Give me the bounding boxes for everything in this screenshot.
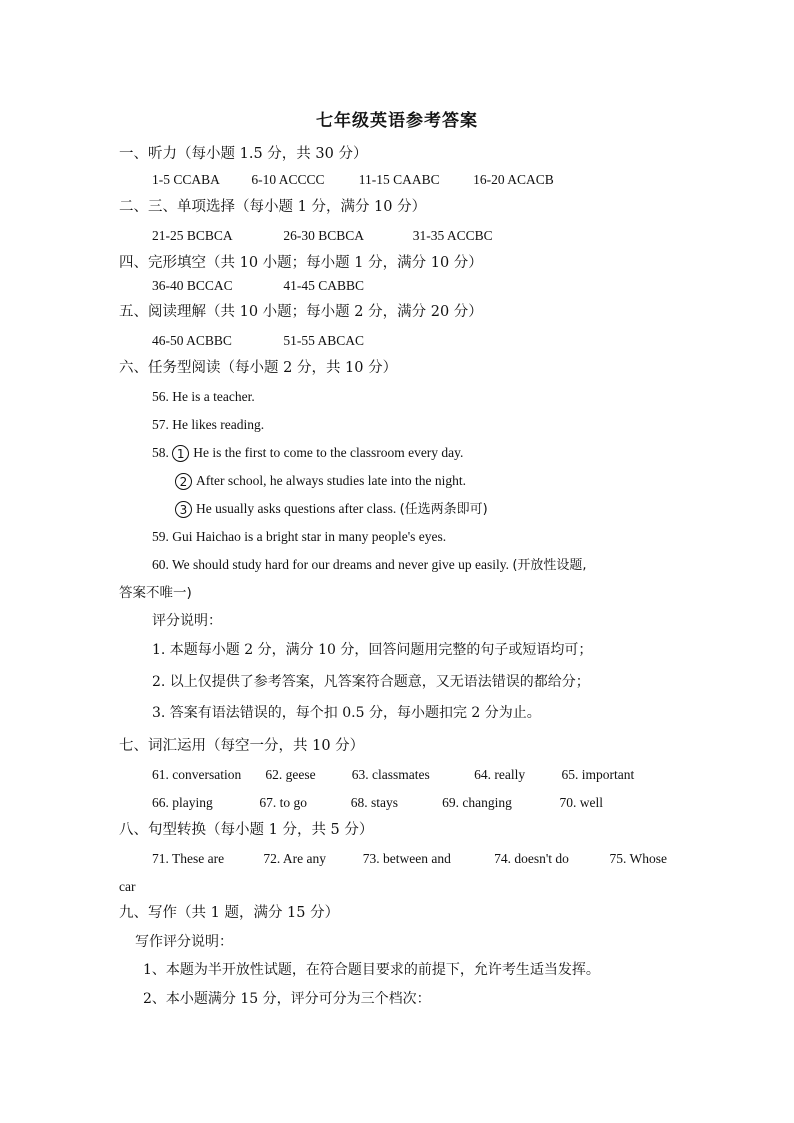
answer-58-1 [152, 444, 463, 462]
answer-60-note-continued: 答案不唯一) [119, 585, 192, 601]
answer-group: 11-15 CAABC [358, 172, 440, 187]
sentence-transformation-wrap: car [119, 879, 136, 894]
answer-58-3 [175, 500, 488, 519]
answer-60-text: 60. We should study hard for our dreams and never give up easily. [152, 557, 509, 572]
answer-group: 31-35 ACCBC [412, 228, 493, 243]
circled-number-2: 2 [175, 473, 192, 490]
answer-58-note: (任选两条即可) [399, 502, 488, 517]
answer-group: 16-20 ACACB [473, 172, 554, 187]
answer-59: 59. Gui Haichao is a bright star in many people's eyes. [152, 529, 447, 544]
page-title: 七年级英语参考答案 [316, 111, 478, 131]
answer-item: 67. to go [259, 795, 308, 810]
answer-item: 71. These are [152, 851, 225, 866]
answer-item: 68. stays [350, 795, 398, 810]
choice-answers [152, 227, 493, 245]
answer-item: 74. doesn't do [494, 851, 569, 866]
section-choice-heading: 二、三、单项选择（每小题 1 分，满分 10 分） [119, 199, 427, 215]
answer-56: 56. He is a teacher. [152, 389, 255, 404]
answer-group: 41-45 CABBC [283, 278, 365, 293]
answer-58-option-1: He is the first to come to the classroom every day. [193, 445, 464, 460]
writing-rule-2: 2、本小题满分 15 分，评分可分为三个档次： [143, 991, 431, 1007]
answer-item: 62. geese [265, 767, 316, 782]
writing-rule-1: 1、本题为半开放性试题，在符合题目要求的前提下，允许考生适当发挥。 [143, 962, 600, 978]
section-vocabulary-heading: 七、词汇运用（每空一分，共 10 分） [119, 738, 365, 754]
circled-number-3: 3 [175, 501, 192, 518]
circled-number-1: 1 [172, 445, 189, 462]
answer-group: 36-40 BCCAC [152, 278, 233, 293]
answer-item: 65. important [561, 767, 635, 782]
sentence-transformation-answers [152, 850, 667, 868]
answer-60 [152, 556, 587, 575]
section-cloze-heading: 四、完形填空（共 10 小题；每小题 1 分，满分 10 分） [119, 255, 483, 271]
answer-item: 66. playing [152, 795, 213, 810]
answer-58-option-3: He usually asks questions after class. [196, 501, 397, 516]
answer-item: 63. classmates [351, 767, 430, 782]
vocabulary-row-2 [152, 794, 603, 812]
answer-58-option-2: After school, he always studies late into the night. [196, 473, 466, 488]
scoring-rule-3: 3. 答案有语法错误的，每个扣 0.5 分，每小题扣完 2 分为止。 [152, 705, 541, 721]
answer-item: 70. well [559, 795, 603, 810]
section-reading-heading: 五、阅读理解（共 10 小题；每小题 2 分，满分 20 分） [119, 304, 483, 320]
answer-item: 64. really [474, 767, 526, 782]
vocabulary-row-1 [152, 766, 634, 784]
section-task-reading-heading: 六、任务型阅读（每小题 2 分，共 10 分） [119, 360, 398, 376]
answer-58-2 [175, 472, 466, 490]
listening-answers [152, 171, 554, 189]
cloze-answers [152, 277, 364, 295]
answer-item: 69. changing [442, 795, 512, 810]
section-sentence-transformation-heading: 八、句型转换（每小题 1 分，共 5 分） [119, 822, 374, 838]
answer-item: 61. conversation [152, 767, 242, 782]
scoring-rule-2: 2. 以上仅提供了参考答案，凡答案符合题意，又无语法错误的都给分； [152, 674, 590, 690]
scoring-rule-1: 1. 本题每小题 2 分，满分 10 分，回答问题用完整的句子或短语均可； [152, 642, 593, 658]
answer-group: 26-30 BCBCA [283, 228, 365, 243]
answer-group: 1-5 CCABA [152, 172, 220, 187]
answer-item: 73. between and [362, 851, 451, 866]
answer-58-number: 58. [152, 445, 169, 460]
scoring-title: 评分说明： [152, 613, 222, 629]
answer-item: 72. Are any [263, 851, 326, 866]
reading-answers [152, 332, 364, 350]
answer-group: 51-55 ABCAC [283, 333, 365, 348]
answer-57: 57. He likes reading. [152, 417, 265, 432]
answer-60-note: (开放性设题, [512, 558, 587, 573]
section-listening-heading: 一、听力（每小题 1.5 分，共 30 分） [119, 146, 368, 162]
answer-group: 21-25 BCBCA [152, 228, 233, 243]
answer-item: 75. Whose [609, 851, 667, 866]
answer-group: 46-50 ACBBC [152, 333, 232, 348]
writing-scoring-title: 写作评分说明： [135, 934, 233, 950]
section-writing-heading: 九、写作（共 1 题，满分 15 分） [119, 905, 340, 921]
answer-group: 6-10 ACCCC [251, 172, 325, 187]
